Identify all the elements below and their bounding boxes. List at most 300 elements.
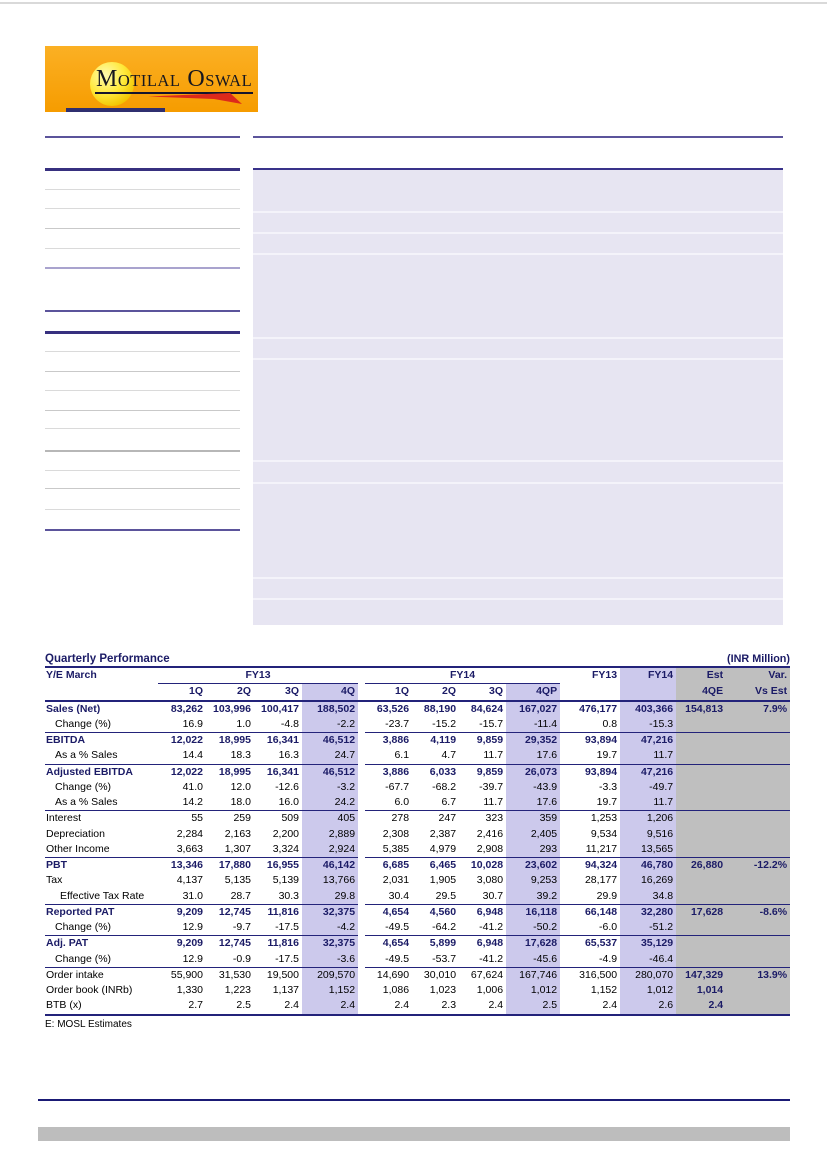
value-cell: 2,163 <box>224 827 251 840</box>
table-header-groups-row <box>45 668 790 684</box>
variance-cell <box>726 795 790 811</box>
row-label-cell: EBITDA <box>46 734 86 747</box>
value-cell: 278 <box>391 812 410 825</box>
value-cell: 2.5 <box>506 998 560 1014</box>
value-cell: 6,948 <box>476 937 504 950</box>
col-group-fy13: FY13 <box>158 668 358 684</box>
value-cell: 16.3 <box>254 748 302 764</box>
footer-divider <box>38 1099 790 1101</box>
rule-line <box>45 248 240 249</box>
value-cell: -3.2 <box>302 780 358 795</box>
value-cell: 17.6 <box>506 795 560 811</box>
value-cell: 12,745 <box>218 905 251 918</box>
value-cell: 14.4 <box>158 748 206 764</box>
value-cell: 2,405 <box>506 827 560 842</box>
value-cell: 29.5 <box>412 889 459 905</box>
col-header-q4p-fy14: 4QP <box>506 684 560 701</box>
row-label-cell: Other Income <box>45 842 158 858</box>
col-header-q1-fy14: 1Q <box>365 684 412 701</box>
value-cell: 12.9 <box>158 952 206 968</box>
row-label-cell: As a % Sales <box>45 795 158 811</box>
rule-line <box>45 228 240 229</box>
value-cell: 5,385 <box>365 842 412 858</box>
estimate-cell: 2.4 <box>676 998 726 1014</box>
table-row <box>45 920 790 936</box>
value-cell: 1,012 <box>506 983 560 998</box>
value-cell: -15.2 <box>412 717 459 733</box>
variance-cell <box>726 764 790 780</box>
table-row <box>45 764 790 780</box>
value-cell: 9,859 <box>476 734 504 747</box>
value-cell: 209,570 <box>302 967 358 983</box>
col-header-fy14-annual: FY14 <box>620 668 676 684</box>
column-gap <box>358 811 365 827</box>
rule-line <box>45 168 240 171</box>
table-title-bar <box>45 650 790 668</box>
value-cell: 39.2 <box>506 889 560 905</box>
table-row <box>45 904 790 920</box>
variance-cell <box>726 936 790 952</box>
value-cell: -3.6 <box>302 952 358 968</box>
value-cell: 18.0 <box>206 795 254 811</box>
row-label-cell: Tax <box>46 874 63 887</box>
value-cell: 10,028 <box>470 859 504 872</box>
value-cell: 29.8 <box>302 889 358 905</box>
column-gap <box>358 668 365 684</box>
value-cell: 167,746 <box>506 967 560 983</box>
value-cell: 2.4 <box>284 999 299 1012</box>
col-header-fy13-annual: FY13 <box>591 669 618 682</box>
variance-cell <box>726 780 790 795</box>
value-cell: -15.7 <box>459 717 506 733</box>
value-cell: 3,886 <box>382 765 410 778</box>
value-cell: -39.7 <box>479 780 504 793</box>
value-cell: 41.0 <box>182 780 203 793</box>
column-gap <box>358 873 365 888</box>
estimate-cell <box>676 827 726 842</box>
value-cell: -4.9 <box>560 952 620 968</box>
table-row <box>45 858 790 874</box>
col-header-q3-fy14: 3Q <box>459 684 506 701</box>
variance-cell <box>726 748 790 764</box>
column-gap <box>358 684 365 701</box>
value-cell: 28,177 <box>584 874 618 887</box>
value-cell: 2,908 <box>459 842 506 858</box>
value-cell: 14.2 <box>158 795 206 811</box>
value-cell: 5,135 <box>224 874 251 887</box>
estimate-cell <box>676 873 726 888</box>
table-row <box>45 998 790 1014</box>
value-cell: 47,216 <box>620 764 676 780</box>
table-unit-label: (INR Million) <box>727 653 790 665</box>
value-cell: 47,216 <box>620 733 676 749</box>
variance-cell <box>726 811 790 827</box>
value-cell: 0.8 <box>560 717 620 733</box>
table-row <box>45 733 790 749</box>
value-cell: 13,766 <box>302 873 358 888</box>
value-cell: -12.6 <box>275 780 299 793</box>
column-gap <box>358 780 365 795</box>
rule-line <box>45 189 240 190</box>
value-cell: 29,352 <box>506 733 560 749</box>
value-cell: 2,924 <box>302 842 358 858</box>
value-cell: 1,307 <box>206 842 254 858</box>
value-cell: 19,500 <box>266 968 299 981</box>
table-title: Quarterly Performance <box>45 653 170 665</box>
rule-line <box>45 428 240 429</box>
row-label-cell: Reported PAT <box>46 905 115 918</box>
row-label-cell: Adjusted EBITDA <box>46 765 133 778</box>
value-cell: 11,816 <box>267 937 299 950</box>
value-cell: 103,996 <box>213 702 251 715</box>
value-cell: 46,780 <box>620 858 676 874</box>
value-cell: 1,006 <box>476 984 504 997</box>
value-cell: 12,022 <box>170 765 203 778</box>
value-cell: 16,341 <box>266 734 299 747</box>
panel-divider <box>253 598 783 600</box>
logo-word-motilal: MOTILAL <box>96 66 181 92</box>
row-label-cell: Change (%) <box>45 717 158 733</box>
value-cell: 6,033 <box>429 765 457 778</box>
value-cell: 509 <box>281 812 299 825</box>
table-row <box>45 827 790 842</box>
value-cell: 2.4 <box>488 999 504 1012</box>
rule-line <box>45 331 240 334</box>
value-cell: 66,148 <box>584 905 618 918</box>
column-gap <box>358 967 365 983</box>
value-cell: 1,137 <box>272 984 299 997</box>
estimate-cell: 17,628 <box>676 904 726 920</box>
empty-header-cell <box>45 684 158 701</box>
col-group-fy14: FY14 <box>365 668 560 684</box>
table-row <box>45 952 790 968</box>
estimate-cell <box>676 842 726 858</box>
row-label-cell: Order book (INRb) <box>46 984 133 997</box>
value-cell: 18,995 <box>218 765 251 778</box>
col-header-q4-fy13: 4Q <box>302 684 358 701</box>
value-cell: 3,080 <box>476 874 504 887</box>
value-cell: 32,280 <box>620 904 676 920</box>
table-row <box>45 717 790 733</box>
value-cell: 30,010 <box>423 968 457 981</box>
row-label-cell: Interest <box>46 812 82 825</box>
value-cell: 2.3 <box>441 999 457 1012</box>
panel-divider <box>253 211 783 213</box>
value-cell: 26,073 <box>506 764 560 780</box>
panel-divider <box>253 577 783 579</box>
column-gap <box>358 764 365 780</box>
row-label-cell: As a % Sales <box>45 748 158 764</box>
variance-cell: 13.9% <box>726 967 790 983</box>
value-cell: -50.2 <box>506 920 560 936</box>
value-cell: 9,209 <box>176 937 203 950</box>
value-cell: 2.4 <box>302 998 358 1014</box>
value-cell: 4,137 <box>176 874 203 887</box>
value-cell: 16.9 <box>158 717 206 733</box>
value-cell: -3.3 <box>599 780 618 793</box>
table-row <box>45 873 790 888</box>
value-cell: 5,899 <box>429 937 457 950</box>
rule-line <box>45 208 240 209</box>
value-cell: 4,654 <box>382 905 410 918</box>
value-cell: 2.7 <box>188 999 203 1012</box>
value-cell: 31.0 <box>158 889 206 905</box>
col-header-ye-march: Y/E March <box>46 669 97 682</box>
column-gap <box>358 701 365 717</box>
logo-swoosh-icon <box>148 93 242 104</box>
value-cell: 88,190 <box>423 702 457 715</box>
table-row <box>45 936 790 952</box>
estimate-cell <box>676 780 726 795</box>
estimate-cell <box>676 889 726 905</box>
panel-divider <box>253 337 783 339</box>
value-cell: 5,139 <box>272 874 299 887</box>
estimate-cell <box>676 952 726 968</box>
rule-line <box>45 351 240 352</box>
value-cell: 4,560 <box>429 905 457 918</box>
estimate-cell <box>676 920 726 936</box>
rule-line <box>45 410 240 411</box>
logo-brand-text <box>96 67 252 93</box>
value-cell: 1,086 <box>382 984 410 997</box>
value-cell: 12,745 <box>218 937 251 950</box>
col-header-q2-fy13: 2Q <box>206 684 254 701</box>
value-cell: 1,206 <box>620 811 676 827</box>
variance-cell <box>726 733 790 749</box>
table-row <box>45 748 790 764</box>
value-cell: 55,900 <box>170 968 203 981</box>
value-cell: 17.6 <box>506 748 560 764</box>
value-cell: 1.0 <box>206 717 254 733</box>
value-cell: 405 <box>302 811 358 827</box>
value-cell: 2,416 <box>476 827 504 840</box>
value-cell: -6.0 <box>560 920 620 936</box>
value-cell: 13,346 <box>170 859 203 872</box>
rule-line <box>45 267 240 269</box>
content-placeholder-panel <box>253 168 783 625</box>
value-cell: 32,375 <box>302 904 358 920</box>
value-cell: 259 <box>233 812 251 825</box>
empty-header-cell <box>560 684 620 701</box>
motilal-oswal-logo <box>45 46 258 112</box>
panel-divider <box>253 232 783 234</box>
value-cell: 3,324 <box>254 842 302 858</box>
value-cell: 359 <box>506 811 560 827</box>
value-cell: 2,889 <box>302 827 358 842</box>
value-cell: -68.2 <box>432 780 457 793</box>
col-header-4qe: 4QE <box>676 684 726 701</box>
value-cell: 83,262 <box>170 702 203 715</box>
value-cell: 18.3 <box>206 748 254 764</box>
value-cell: 12.0 <box>230 780 251 793</box>
column-gap <box>358 858 365 874</box>
column-gap <box>358 983 365 998</box>
value-cell: 6,948 <box>476 905 504 918</box>
panel-divider <box>253 482 783 484</box>
panel-divider <box>253 253 783 255</box>
value-cell: 2.4 <box>602 999 618 1012</box>
column-gap <box>358 795 365 811</box>
row-label-cell: Sales (Net) <box>46 702 101 715</box>
value-cell: -46.4 <box>620 952 676 968</box>
value-cell: 2,387 <box>429 827 457 840</box>
variance-cell: -8.6% <box>726 904 790 920</box>
table-row <box>45 780 790 795</box>
value-cell: 11,217 <box>560 842 620 858</box>
value-cell: 30.7 <box>459 889 506 905</box>
value-cell: 11.7 <box>620 795 676 811</box>
value-cell: 93,894 <box>584 734 618 747</box>
rule-line <box>45 488 240 489</box>
col-header-var: Var. <box>726 668 790 684</box>
value-cell: 4,119 <box>430 734 457 747</box>
value-cell: 12.9 <box>158 920 206 936</box>
row-label-cell: BTB (x) <box>46 999 82 1012</box>
column-gap <box>358 998 365 1014</box>
value-cell: 476,177 <box>579 702 618 715</box>
row-label-cell: Change (%) <box>45 952 158 968</box>
value-cell: 316,500 <box>579 968 618 981</box>
value-cell: 6.1 <box>365 748 412 764</box>
value-cell: 6,465 <box>429 859 457 872</box>
value-cell: 188,502 <box>302 701 358 717</box>
value-cell: 55 <box>191 812 203 825</box>
value-cell: 247 <box>438 812 457 825</box>
panel-divider <box>253 460 783 462</box>
estimate-cell: 26,880 <box>676 858 726 874</box>
row-label-cell: Adj. PAT <box>46 937 89 950</box>
value-cell: 167,027 <box>506 701 560 717</box>
value-cell: -17.5 <box>254 952 302 968</box>
column-gap <box>358 717 365 733</box>
value-cell: 323 <box>485 812 504 825</box>
value-cell: 6.7 <box>412 795 459 811</box>
value-cell: 31,530 <box>218 968 251 981</box>
value-cell: -41.2 <box>459 952 506 968</box>
variance-cell <box>726 842 790 858</box>
value-cell: 2,031 <box>382 874 410 887</box>
value-cell: 1,253 <box>590 812 618 825</box>
value-cell: 46,142 <box>302 858 358 874</box>
column-gap <box>358 936 365 952</box>
value-cell: -15.3 <box>620 717 676 733</box>
row-label-cell: Effective Tax Rate <box>45 889 158 905</box>
value-cell: 2,308 <box>382 827 410 840</box>
value-cell: 100,417 <box>261 702 299 715</box>
value-cell: 11.7 <box>459 748 506 764</box>
estimate-cell <box>676 748 726 764</box>
value-cell: 1,905 <box>429 874 457 887</box>
variance-cell <box>726 873 790 888</box>
col-header-q1-fy13: 1Q <box>158 684 206 701</box>
variance-cell <box>726 717 790 733</box>
value-cell: 24.7 <box>302 748 358 764</box>
estimate-cell: 1,014 <box>676 983 726 998</box>
value-cell: 29.9 <box>560 889 620 905</box>
estimate-cell <box>676 936 726 952</box>
value-cell: -4.2 <box>302 920 358 936</box>
value-cell: 16,955 <box>266 859 299 872</box>
value-cell: 2,200 <box>272 827 299 840</box>
value-cell: 30.3 <box>254 889 302 905</box>
logo-bottom-strip <box>66 108 165 112</box>
value-cell: 1,023 <box>429 984 457 997</box>
rule-line <box>45 136 240 138</box>
value-cell: -67.7 <box>385 780 410 793</box>
column-gap <box>358 952 365 968</box>
table-row <box>45 842 790 858</box>
value-cell: -45.6 <box>506 952 560 968</box>
table-header-quarters-row <box>45 684 790 701</box>
estimate-cell <box>676 764 726 780</box>
variance-cell: 7.9% <box>726 701 790 717</box>
value-cell: -64.2 <box>412 920 459 936</box>
value-cell: 16,341 <box>266 765 299 778</box>
value-cell: 13,565 <box>620 842 676 858</box>
value-cell: -4.8 <box>254 717 302 733</box>
value-cell: 30.4 <box>365 889 412 905</box>
empty-header-cell <box>620 684 676 701</box>
value-cell: 2.5 <box>236 999 251 1012</box>
value-cell: 46,512 <box>302 764 358 780</box>
rule-line <box>45 390 240 391</box>
table-footnote: E: MOSL Estimates <box>45 1018 132 1030</box>
value-cell: 9,534 <box>590 827 618 840</box>
col-header-q3-fy13: 3Q <box>254 684 302 701</box>
value-cell: 9,516 <box>620 827 676 842</box>
value-cell: 14,690 <box>376 968 410 981</box>
value-cell: 67,624 <box>470 968 504 981</box>
quarterly-performance-section <box>45 650 790 1030</box>
quarterly-performance-table <box>45 668 790 1016</box>
value-cell: 3,886 <box>382 734 410 747</box>
header-rule-right <box>253 136 783 138</box>
value-cell: -49.5 <box>365 920 412 936</box>
row-label-cell: Depreciation <box>46 827 105 840</box>
value-cell: 12,022 <box>170 734 203 747</box>
value-cell: -17.5 <box>254 920 302 936</box>
value-cell: 94,324 <box>584 859 618 872</box>
value-cell: 17,880 <box>218 859 251 872</box>
column-gap <box>358 904 365 920</box>
value-cell: 6.0 <box>365 795 412 811</box>
column-gap <box>358 842 365 858</box>
estimate-cell <box>676 733 726 749</box>
rule-line <box>45 470 240 471</box>
value-cell: -41.2 <box>459 920 506 936</box>
value-cell: 403,366 <box>620 701 676 717</box>
column-gap <box>358 889 365 905</box>
value-cell: 28.7 <box>206 889 254 905</box>
value-cell: -49.7 <box>620 780 676 795</box>
value-cell: 16,269 <box>620 873 676 888</box>
row-label-cell: Change (%) <box>55 780 112 793</box>
table-row <box>45 983 790 998</box>
variance-cell <box>726 889 790 905</box>
rule-line <box>45 371 240 372</box>
value-cell: 3,663 <box>158 842 206 858</box>
value-cell: 4,654 <box>382 937 410 950</box>
value-cell: 18,995 <box>218 734 251 747</box>
value-cell: 1,330 <box>176 984 203 997</box>
column-gap <box>358 733 365 749</box>
value-cell: -53.7 <box>412 952 459 968</box>
table-row <box>45 701 790 717</box>
value-cell: -49.5 <box>365 952 412 968</box>
variance-cell <box>726 827 790 842</box>
footer-bar <box>38 1127 790 1141</box>
page-top-divider <box>0 2 827 4</box>
